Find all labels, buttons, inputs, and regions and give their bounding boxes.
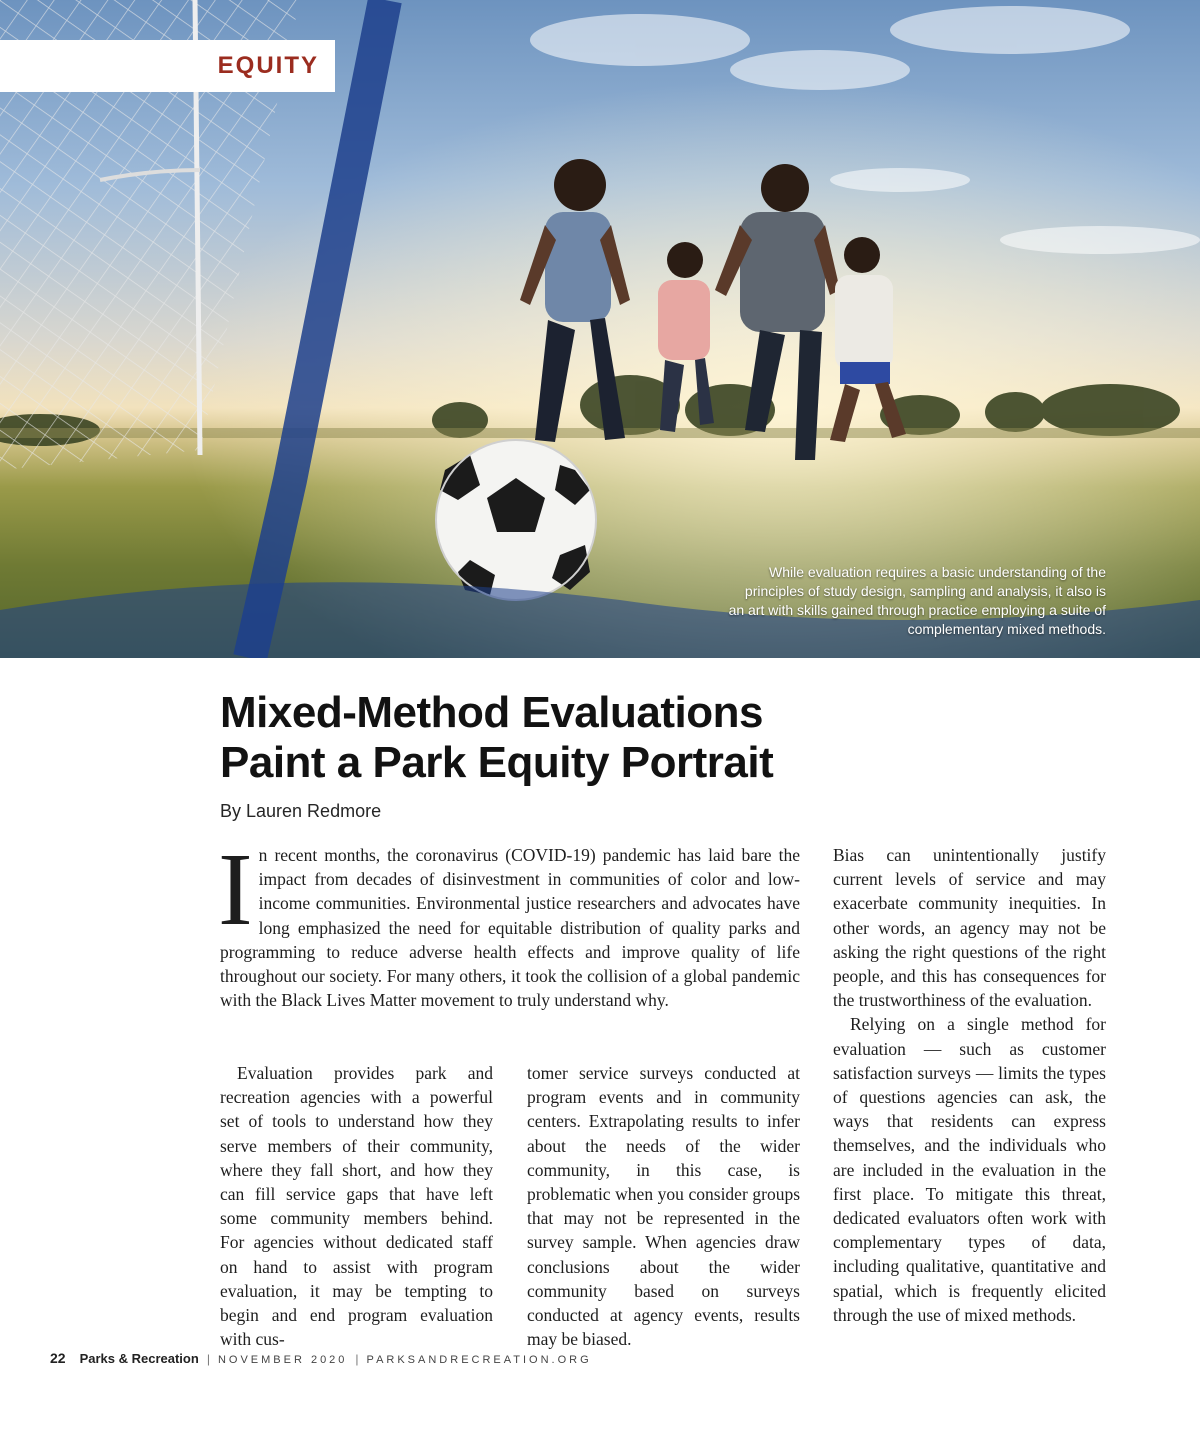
soccer-ball bbox=[436, 440, 596, 600]
page-footer bbox=[50, 1350, 592, 1366]
footer-separator: | bbox=[206, 1352, 210, 1366]
page-number: 22 bbox=[50, 1350, 66, 1366]
lead-paragraph-text: n recent months, the coronavirus (COVID-19) pandemic has laid bare the impact from decades of disinvestment in communities of color and low-income communities. Environmental justice researchers and advocates have long emphasized the need for equitable distribution of quality parks and programming to reduce adverse health effects and improve quality of life throughout our society. For many others, it took the collision of a global pandemic with the Black Lives Matter movement to truly understand why. bbox=[220, 845, 800, 1011]
body-column-2: tomer service surveys conducted at program events and in community centers. Extrapolating results to infer about the needs of the wider community, in this case, is problematic when you consider groups that may not be represented in the survey sample. When agencies draw conclusions about the wider community based on surveys conducted at agency events, results may be biased. bbox=[527, 1063, 800, 1350]
hero-photo bbox=[0, 0, 1200, 658]
article-title-line-1: Mixed-Method Evaluations bbox=[220, 688, 763, 737]
section-tag bbox=[0, 40, 335, 92]
byline: By Lauren Redmore bbox=[220, 801, 382, 821]
drop-cap: I bbox=[218, 832, 253, 947]
body-column-1: Evaluation provides park and recreation agencies with a powerful set of tools to understand how they serve members of their community, where they fall short, and how they can fill service gaps that have left some community members behind. For agencies without dedicated staff on hand to assist with program evaluation, it may be tempting to begin and end program evaluation with cus- bbox=[220, 1063, 493, 1350]
article-title bbox=[220, 688, 860, 788]
section-tag-label: EQUITY bbox=[217, 52, 319, 79]
website: PARKSANDRECREATION.ORG bbox=[366, 1354, 592, 1366]
body-column-3 bbox=[833, 843, 1106, 1327]
photo-caption: While evaluation requires a basic understanding of the principles of study design, sampling and analysis, it also is an art with skills gained through practice employing a suite of complementary mixed methods. bbox=[728, 564, 1106, 637]
footer-separator: | bbox=[355, 1352, 359, 1366]
body-column-3-paragraph-2: Relying on a single method for evaluation — such as customer satisfaction surveys — limits the types of questions agencies can ask, the ways that residents can express themselves, and the individuals who are included in the evaluation in the first place. To mitigate this threat, dedicated evaluators often work with complementary types of data, including qualitative, quantitative and spatial, which is frequently elicited through the use of mixed methods. bbox=[833, 1014, 1106, 1325]
article-title-line-2: Paint a Park Equity Portrait bbox=[220, 738, 774, 787]
issue-date: NOVEMBER 2020 bbox=[217, 1354, 348, 1366]
body-column-3-paragraph-1: Bias can unintentionally justify current levels of service and may exacerbate community inequities. In other words, an agency may not be asking the right questions of the right people, and this has consequences for the trustworthiness of the evaluation. bbox=[833, 845, 1106, 1011]
magazine-name: Parks & Recreation bbox=[79, 1351, 199, 1366]
family-soccer-illustration bbox=[0, 0, 1200, 658]
lead-paragraph bbox=[218, 832, 800, 1012]
